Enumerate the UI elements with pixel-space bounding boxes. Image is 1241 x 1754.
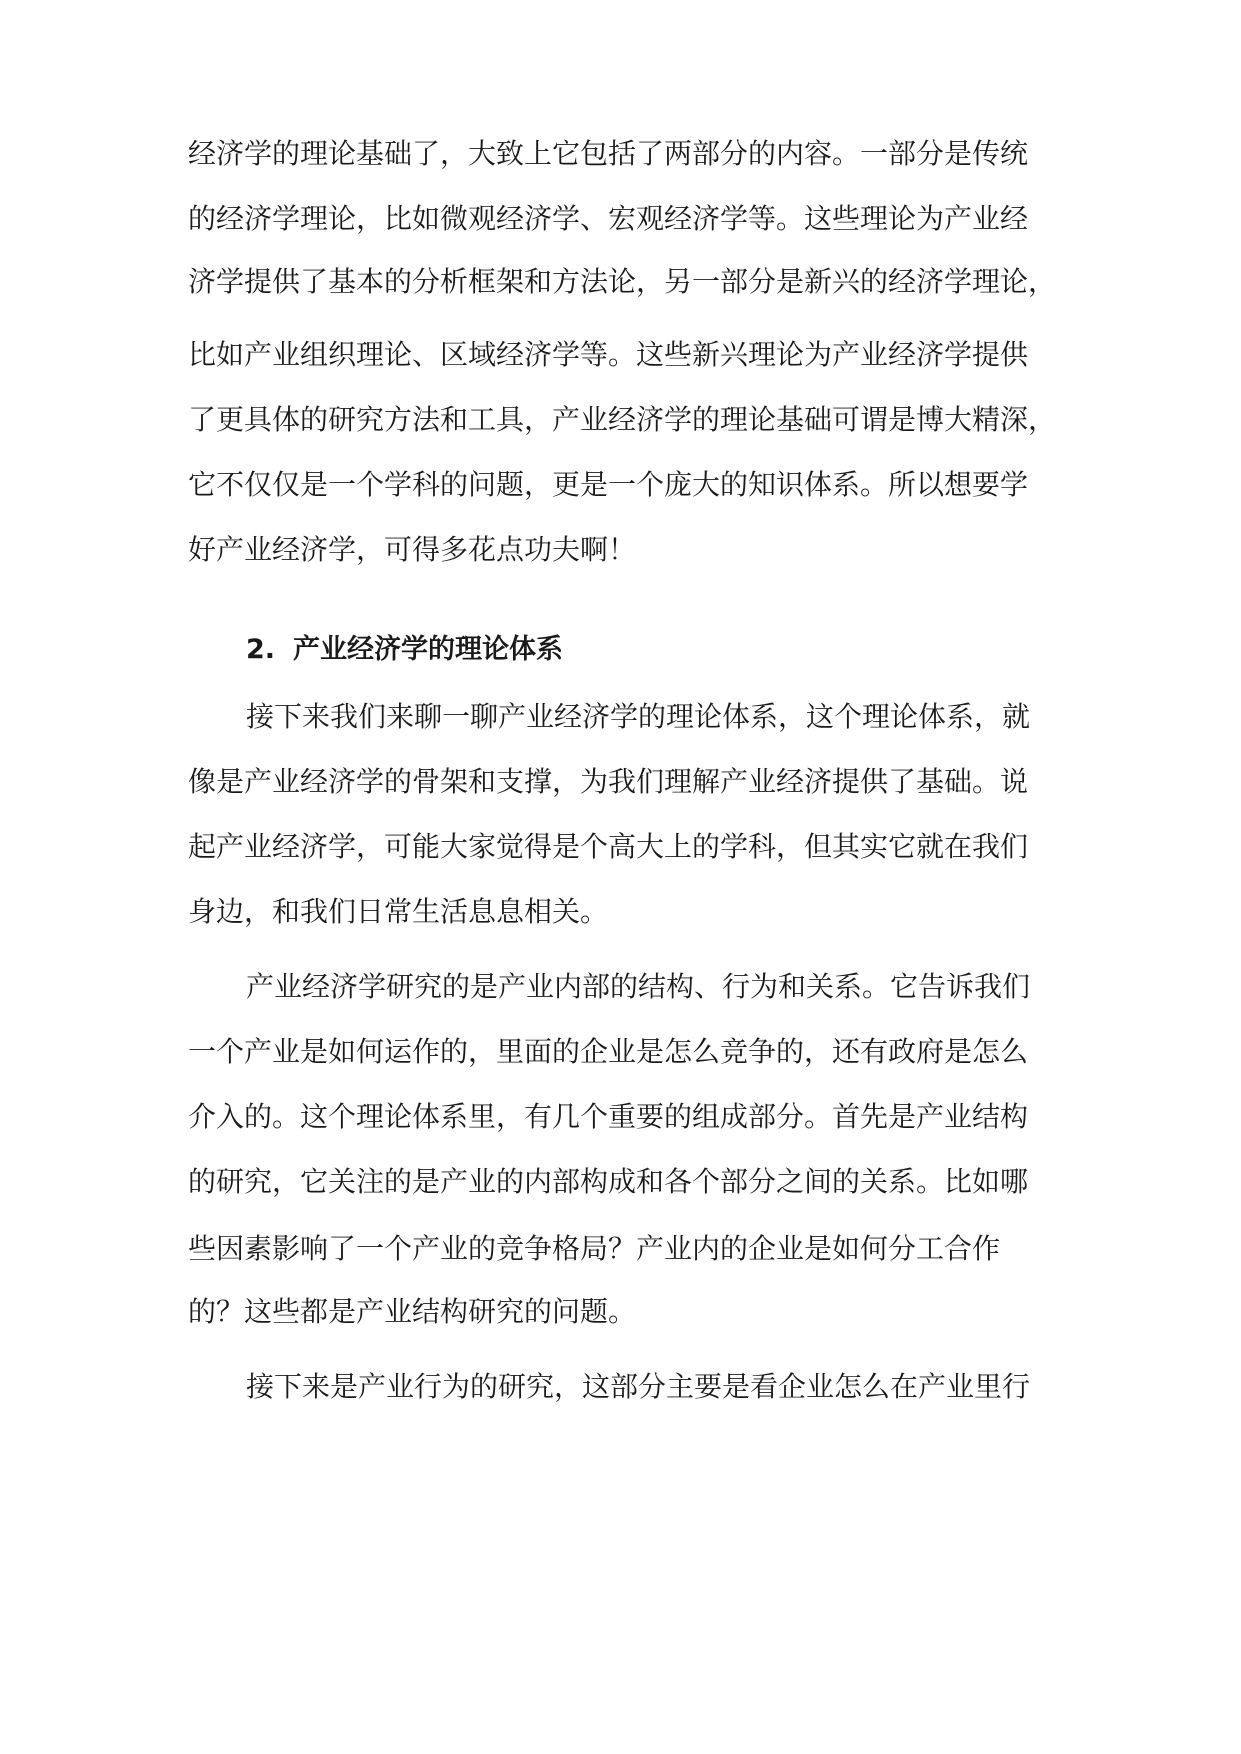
paragraph-1-line-3: 济学提供了基本的分析框架和方法论，另一部分是新兴的经济学理论， <box>188 265 1057 298</box>
paragraph-3-line-5: 些因素影响了一个产业的竞争格局？产业内的企业是如何分工合作 <box>188 1232 1001 1265</box>
paragraph-3-line-3: 介入的。这个理论体系里，有几个重要的组成部分。首先是产业结构 <box>188 1100 1029 1133</box>
paragraph-3-line-1: 产业经济学研究的是产业内部的结构、行为和关系。它告诉我们 <box>246 970 1031 1003</box>
section-title: 产业经济学的理论体系 <box>293 634 564 665</box>
paragraph-3-line-6: 的？这些都是产业结构研究的问题。 <box>188 1295 637 1328</box>
section-heading <box>246 630 1058 670</box>
paragraph-3-line-2: 一个产业是如何运作的，里面的企业是怎么竞争的，还有政府是怎么 <box>188 1035 1029 1068</box>
paragraph-1-line-1: 经济学的理论基础了，大致上它包括了两部分的内容。一部分是传统 <box>188 137 1029 170</box>
section-number: 2. <box>246 634 276 665</box>
paragraph-1-line-4: 比如产业组织理论、区域经济学等。这些新兴理论为产业经济学提供 <box>188 338 1029 371</box>
paragraph-2-line-2: 像是产业经济学的骨架和支撑，为我们理解产业经济提供了基础。说 <box>188 765 1029 798</box>
paragraph-2-line-3: 起产业经济学，可能大家觉得是个高大上的学科，但其实它就在我们 <box>188 830 1029 863</box>
paragraph-3-line-4: 的研究，它关注的是产业的内部构成和各个部分之间的关系。比如哪 <box>188 1165 1029 1198</box>
paragraph-2-line-1: 接下来我们来聊一聊产业经济学的理论体系，这个理论体系，就 <box>246 700 1031 733</box>
paragraph-2-line-4: 身边，和我们日常生活息息相关。 <box>188 895 609 928</box>
paragraph-1-line-7: 好产业经济学，可得多花点功夫啊！ <box>188 533 637 566</box>
paragraph-1-line-2: 的经济学理论，比如微观经济学、宏观经济学等。这些理论为产业经 <box>188 202 1029 235</box>
paragraph-4-line-1: 接下来是产业行为的研究，这部分主要是看企业怎么在产业里行 <box>246 1370 1031 1403</box>
paragraph-1-line-5: 了更具体的研究方法和工具，产业经济学的理论基础可谓是博大精深， <box>188 403 1057 436</box>
paragraph-1-line-6: 它不仅仅是一个学科的问题，更是一个庞大的知识体系。所以想要学 <box>188 468 1029 501</box>
